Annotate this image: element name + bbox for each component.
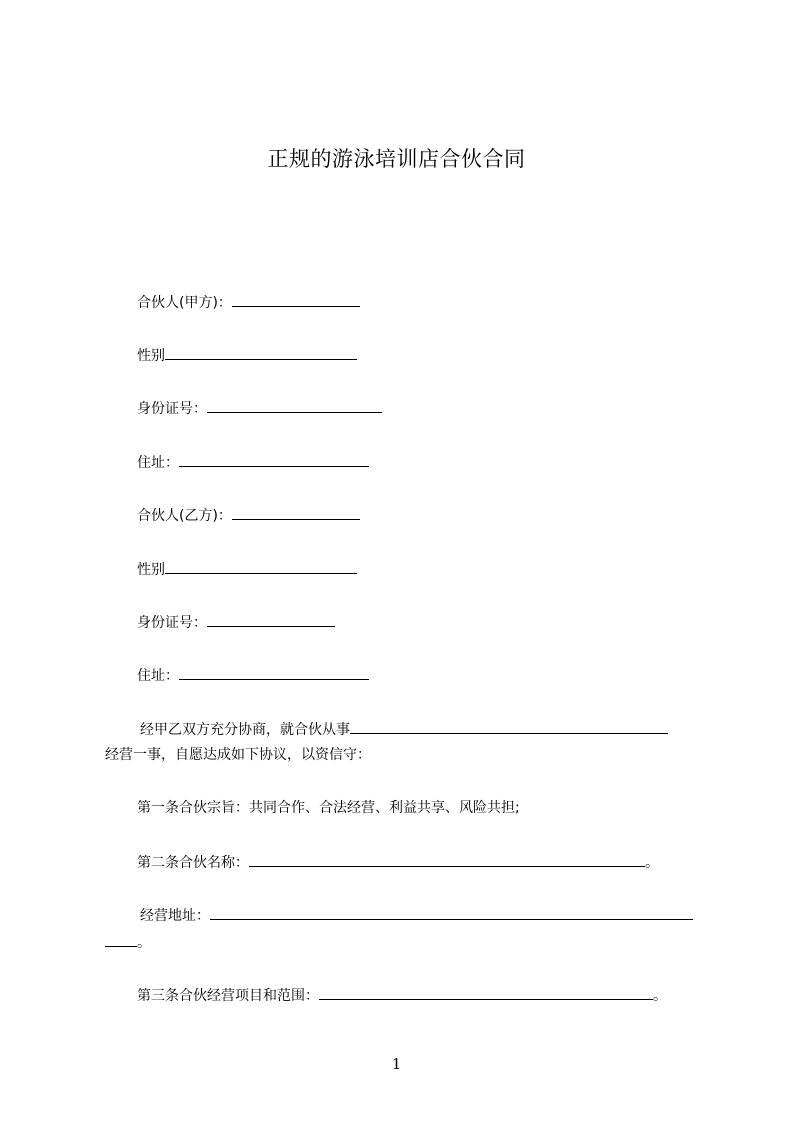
- party-a-name-label: 合伙人(甲方)：: [137, 295, 232, 311]
- article-3-label: 第三条合伙经营项目和范围：: [137, 988, 319, 1004]
- business-address-blank[interactable]: [210, 905, 693, 920]
- party-a-gender-label: 性别: [137, 348, 165, 364]
- party-a-id-label: 身份证号：: [137, 401, 207, 417]
- business-scope-blank[interactable]: [319, 985, 653, 1000]
- business-address-row-2: [105, 932, 151, 953]
- page-number: 1: [391, 1055, 402, 1073]
- party-b-gender-label: 性别: [137, 562, 165, 578]
- party-a-name-blank[interactable]: [232, 292, 360, 307]
- party-b-address-label: 住址：: [137, 668, 179, 684]
- party-a-address-label: 住址：: [137, 455, 179, 471]
- party-b-address-row: [137, 665, 369, 686]
- business-address-end: 。: [137, 935, 151, 951]
- intro-text-2: 经营一事，自愿达成如下协议，以资信守：: [105, 747, 371, 763]
- party-b-id-blank[interactable]: [207, 612, 335, 627]
- intro-line-1: [140, 719, 668, 740]
- party-b-gender-blank[interactable]: [165, 559, 357, 574]
- article-3-end: 。: [653, 988, 667, 1004]
- party-a-address-blank[interactable]: [179, 452, 369, 467]
- party-b-name-blank[interactable]: [232, 505, 360, 520]
- intro-line-2: [105, 745, 371, 765]
- party-b-name-row: [137, 505, 360, 526]
- intro-text-1: 经甲乙双方充分协商，就合伙从事: [140, 722, 350, 738]
- party-a-gender-blank[interactable]: [165, 345, 357, 360]
- party-a-address-row: [137, 452, 369, 473]
- article-1: [137, 798, 520, 818]
- party-a-id-row: [137, 398, 382, 419]
- party-b-gender-row: [137, 559, 357, 580]
- business-address-row: [140, 905, 693, 926]
- party-a-name-row: [137, 292, 360, 313]
- document-title: 正规的游泳培训店合伙合同: [267, 147, 526, 171]
- business-address-label: 经营地址：: [140, 908, 210, 924]
- party-a-id-blank[interactable]: [207, 398, 382, 413]
- party-a-gender-row: [137, 345, 357, 366]
- party-b-address-blank[interactable]: [179, 665, 369, 680]
- article-2: [137, 852, 659, 873]
- party-b-id-row: [137, 612, 335, 633]
- business-blank[interactable]: [350, 719, 668, 734]
- partnership-name-blank[interactable]: [249, 852, 645, 867]
- article-1-text: 第一条合伙宗旨：共同合作、合法经营、利益共享、风险共担;: [137, 800, 520, 816]
- party-b-name-label: 合伙人(乙方)：: [137, 508, 232, 524]
- article-2-end: 。: [645, 855, 659, 871]
- party-b-id-label: 身份证号：: [137, 615, 207, 631]
- article-2-label: 第二条合伙名称：: [137, 855, 249, 871]
- business-address-blank-cont[interactable]: [105, 932, 137, 947]
- article-3: [137, 985, 667, 1006]
